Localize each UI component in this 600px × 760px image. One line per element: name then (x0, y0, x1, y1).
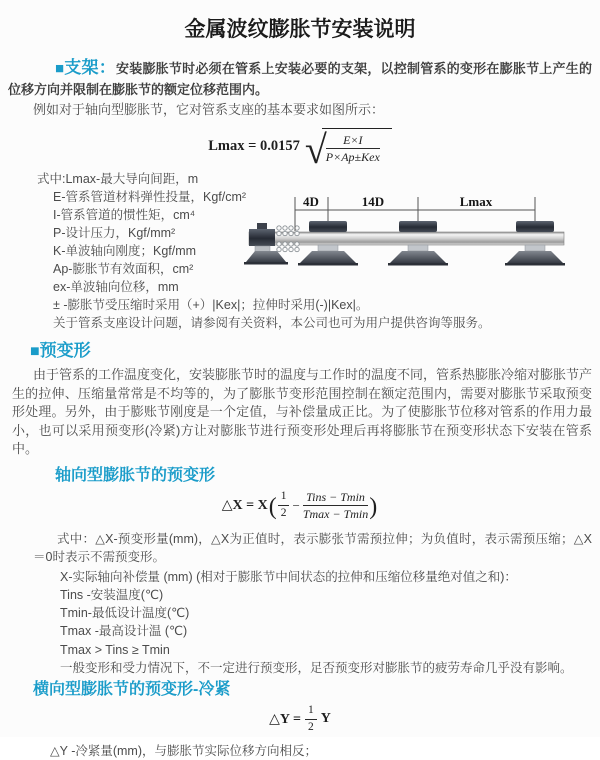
lmax-fraction-denominator: P×Ap±Kex (325, 150, 380, 164)
variable-line: E-管系管道材料弹性投量，Kgf/cm² (53, 190, 247, 204)
variable-line: I-管系管道的惯性矩，cm⁴ (53, 208, 196, 222)
variable-line: ± -膨胀节受压缩时采用（+）|Kex|；拉伸时采用(-)|Kex|。 (53, 298, 369, 312)
support-intro-text: 安装膨胀节时必须在管系上安装必要的支架，以控制管系的变形在膨胀节上产生的位移方向并限制在膨胀节的额定位移范围内。 (8, 61, 592, 97)
variable-line: Tmin-最低设计温度(℃) (60, 606, 190, 621)
half-denominator: 2 (280, 507, 287, 519)
support-paragraph (8, 57, 592, 100)
dim-label-4d: 4D (303, 194, 319, 209)
section-square-icon: ■ (30, 343, 40, 360)
page-title: 金属波纹膨胀节安装说明 (184, 18, 416, 41)
half-denominator: 2 (307, 720, 314, 733)
half-numerator: 1 (305, 704, 317, 720)
predeform-paragraph: 由于管系的工作温度变化，安装膨胀节时的温度与工作时的温度不同，管系热膨胀冷缩对膨胀节产生的拉伸、压缩量常常是不均等的，为了膨胀节变形范围控制在额定范围内，需要对膨胀节采取预变形处理。另外，由于膨账节刚度是一个定值，与补偿量成正比。为了使膨胀节位移对管系的作用力最小，也可以采用预变形(冷紧)方让对膨胀节进行预变形处理后再将膨胀节在预变形状态下安装在管系中。 (12, 367, 593, 456)
delta-x-formula: △X = X ( $\frac{1}{2}$ − $\frac{\text{Tins − Tmin}}{Tmax - Tmin}$ ) (221, 489, 378, 521)
delta-y-note: △Y -冷紧量(mm)，与膨胀节实际位移方向相反； (50, 744, 318, 759)
minus-operator: − (292, 497, 300, 513)
lmax-fraction-numerator: E×I (326, 133, 380, 149)
lmax-radicand (322, 128, 392, 165)
variable-line: Tins -安装温度(℃) (60, 587, 164, 602)
variable-line: ex-单波轴向位移，mm (53, 280, 179, 294)
delta-x-note: 式中：△X-预变形量(mm)，△X为正值时，表示膨张节需预拉伸；为负值时，表示需预压缩；△X＝0时表示不需预变形。 (33, 531, 592, 564)
half-numerator: 1 (278, 490, 290, 506)
lmax-fraction (326, 133, 380, 165)
lateral-subsection-heading: 横向型膨胀节的预变形-冷紧 (33, 681, 231, 699)
half-fraction (305, 704, 317, 735)
support-example-line: 例如对于轴向型膨胀节，它对管系支座的基本要求如图所示： (33, 102, 385, 117)
lmax-formula-lhs: Lmax = 0.0157 (208, 137, 300, 154)
half-fraction (278, 490, 290, 521)
temperature-fraction (303, 490, 368, 522)
variable-line: Ap-膨胀节有效面积，cm² (53, 262, 194, 276)
pipe-support-diagram (243, 193, 600, 288)
predeform-heading-label: 预变形 (39, 341, 91, 360)
support-section-heading: 支架： (64, 58, 116, 77)
section-square-icon: ■ (55, 60, 65, 77)
variable-line: 式中:Lmax-最大导向间距，m (37, 172, 199, 186)
variable-line: 一般变形和受力情况下，不一定进行预变形，足否预变形对膨胀节的疲劳寿命几乎没有影响。 (60, 660, 573, 675)
delta-y-lhs: △Y = (269, 711, 301, 727)
variable-line: 关于管系支座设计问题，请参阅有关资料，本公司也可为用户提供咨询等服务。 (53, 316, 491, 330)
axial-subsection-heading: 轴向型膨胀节的预变形 (55, 466, 216, 484)
variable-line: Tmax -最高设计温 (℃) (60, 624, 188, 639)
temperature-numerator: Tins − Tmin (303, 490, 368, 506)
predeform-section-heading (30, 341, 600, 362)
temperature-denominator: Tmax − Tmin (302, 507, 369, 521)
variable-line: Tmax > Tins ≥ Tmin (60, 642, 170, 657)
variable-line: X-实际轴向补偿量 (mm) (相对于膨胀节中间状态的拉伸和压缩位移量绝对值之和)： (60, 569, 517, 584)
variable-line: P-设计压力，Kgf/mm² (53, 226, 176, 240)
delta-x-lhs: △X = X (221, 498, 268, 513)
lmax-formula: Lmax = 0.0157 √ $\frac{E\times I}{\text{P×Ap±Kex}}$ (0, 127, 600, 165)
delta-y-rhs: Y (320, 711, 331, 727)
axial-variable-list (0, 568, 600, 678)
dim-label-lmax: Lmax (459, 194, 493, 209)
variable-line: K-单波轴向刚度；Kgf/mm (53, 244, 197, 258)
delta-y-formula (0, 704, 600, 734)
dim-label-14d: 14D (361, 194, 385, 209)
